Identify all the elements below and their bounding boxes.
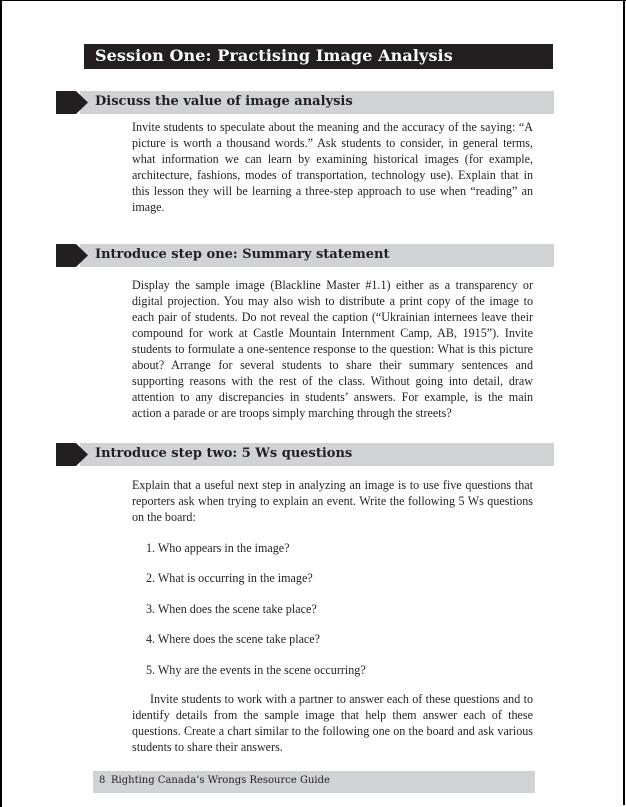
section-paragraph: Explain that a useful next step in analyzing an image is to use five questions that reporters ask when trying to explain an event. Write the following 5 Ws questions on the board:: [132, 478, 533, 524]
page-title-bar: [84, 44, 553, 69]
section-paragraph: Display the sample image (Blackline Master #1.1) either as a transparency or digital projection. You may also wish to distribute a print copy of the image to each pair of students. Do not reveal the caption (“Ukrainian internees leave their compound for work at Castle Mountain Internment Camp, AB, 1915”). Invite students to formulate a one-sentence response to the question: What is this picture about? Arrange for several students to share their summary sentences and supporting reasons with the rest of the class. Without going into detail, draw attention to any discrepancies in students’ answers. For example, is the main action a parade or are troops simply marching through the streets?: [132, 278, 533, 420]
guide-title: Righting Canada’s Wrongs Resource Guide: [111, 775, 330, 786]
five-ws-question-list: [146, 540, 366, 692]
section-heading-step-two: [56, 443, 554, 466]
page-footer: [93, 771, 535, 793]
list-item: 1. Who appears in the image?: [146, 541, 290, 555]
list-item: 3. When does the scene take place?: [146, 601, 317, 616]
page-title: Session One: Practising Image Analysis: [95, 46, 453, 65]
page-border-right: [623, 0, 625, 805]
page-number: 8: [99, 775, 106, 786]
section-heading-label: Discuss the value of image analysis: [95, 94, 353, 109]
section-paragraph: Invite students to work with a partner to answer each of these questions and to identify details from the sample image that help them answer each of these questions. Create a chart similar to the following one on the board and ask various students to share their answers.: [132, 692, 533, 754]
page-border-left: [0, 0, 2, 807]
list-item: 5. Why are the events in the scene occurring?: [146, 662, 366, 677]
section-paragraph: Invite students to speculate about the meaning and the accuracy of the saying: “A picture is worth a thousand words.” Ask students to consider, in general terms, what information we can learn by examining historical images (for example, architecture, fashions, modes of transportation, technology use). Explain that in this lesson they will be learning a three-step approach to use when “reading” an image.: [132, 120, 533, 214]
section-heading-discuss: [56, 91, 554, 114]
section-heading-label: Introduce step one: Summary statement: [95, 247, 390, 262]
page-border-top: [0, 0, 626, 1]
list-item: 2. What is occurring in the image?: [146, 571, 313, 586]
list-item: 4. Where does the scene take place?: [146, 632, 321, 647]
section-heading-step-one: [56, 244, 554, 267]
section-heading-label: Introduce step two: 5 Ws questions: [95, 446, 353, 461]
